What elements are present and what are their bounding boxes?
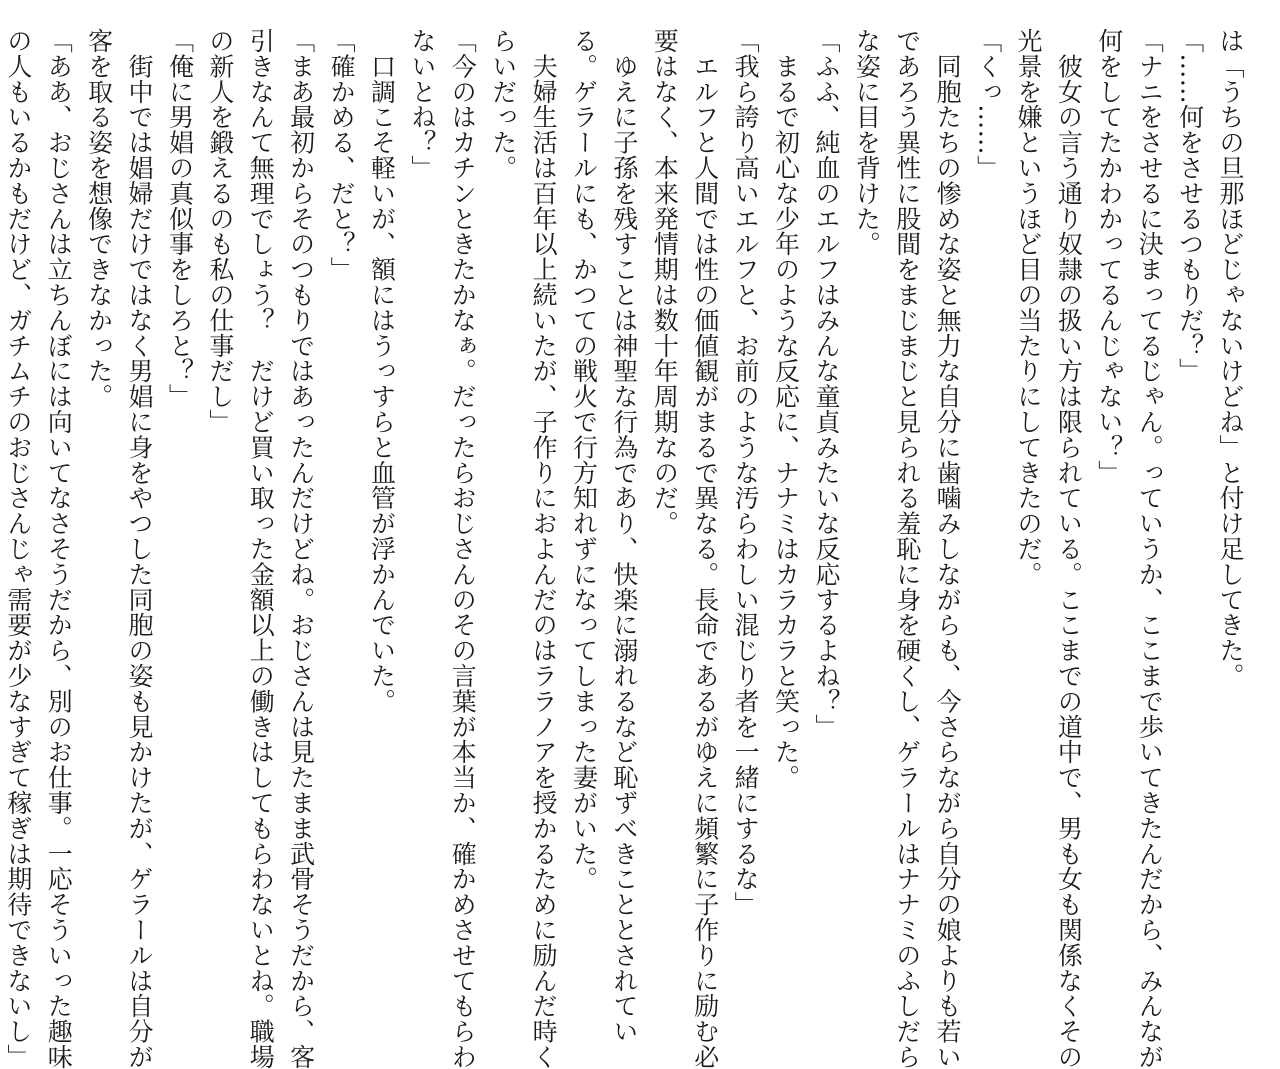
text-line: 「くっ……」 xyxy=(973,28,1003,181)
text-line: 「我ら誇り高いエルフと、お前のような汚らわしい混じり者を一緒にするな」 xyxy=(731,28,761,917)
text-line: は「うちの旦那ほどじゃないけどね」と付け足してきた。 xyxy=(1216,28,1245,689)
text-line: 客を取る姿を想像できなかった。 xyxy=(84,28,114,409)
text-line: 「確かめる、だと？」 xyxy=(327,28,357,282)
text-line: ゆえに子孫を残すことは神聖な行為であり、快楽に溺れるなど恥ずべきこととされてい xyxy=(609,28,639,1044)
text-line: の新人を鍛えるのも私の仕事だし」 xyxy=(205,28,235,435)
text-line: の人もいるかもだけど、ガチムチのおじさんじゃ需要が少なすぎて稼ぎは期待できないし」 xyxy=(3,28,33,1069)
text-line: 口調こそ軽いが、額にはうっすらと血管が浮かんでいた。 xyxy=(367,28,397,714)
text-line: な姿に目を背けた。 xyxy=(852,28,882,257)
text-line: 街中では娼婦だけではなく男娼に身をやつした同胞の姿も見かけたが、ゲラールは自分が xyxy=(125,28,155,1069)
text-line: エルフと人間では性の価値観がまるで異なる。長命であるがゆえに頻繁に子作りに励む必 xyxy=(690,28,720,1069)
text-line: 「今のはカチンときたかなぁ。だったらおじさんのその言葉が本当か、確かめさせてもらわ xyxy=(448,28,478,1069)
text-line: 「ああ、おじさんは立ちんぼには向いてなさそうだから、別のお仕事。一応そういった趣味 xyxy=(44,28,74,1069)
text-line: 何をしてたかわかってるんじゃない？」 xyxy=(1094,28,1124,486)
text-line: 彼女の言う通り奴隷の扱い方は限られている。ここまでの道中で、男も女も関係なくその xyxy=(1054,28,1084,1069)
text-line: 光景を嫌というほど目の当たりにしてきたのだ。 xyxy=(1013,28,1043,587)
text-line: まるで初心な少年のような反応に、ナナミはカラカラと笑った。 xyxy=(771,28,801,790)
text-line: る。ゲラールにも、かつての戦火で行方知れずになってしまった妻がいた。 xyxy=(569,28,599,892)
text-line: 「ナニをさせるに決まってるじゃん。っていうか、ここまで歩いてきたんだから、みんなが xyxy=(1135,28,1165,1069)
text-line: 「……何をさせるつもりだ？」 xyxy=(1175,28,1205,384)
text-line: らいだった。 xyxy=(488,28,518,181)
text-line: 「ふふ、純血のエルフはみんな童貞みたいな反応するよね？」 xyxy=(811,28,841,740)
text-line: 夫婦生活は百年以上続いたが、子作りにおよんだのはララノアを授かるために励んだ時く xyxy=(529,28,559,1069)
text-line: 引きなんて無理でしょう？ だけど買い取った金額以上の働きはしてもらわないとね。職場 xyxy=(246,28,276,1069)
text-line: 「俺に男娼の真似事をしろと？」 xyxy=(165,28,195,409)
text-line: ないとね？」 xyxy=(407,28,437,181)
text-line: であろう異性に股間をまじまじと見られる羞恥に身を硬くし、ゲラールはナナミのふしだら xyxy=(892,28,922,1069)
vertical-text-body xyxy=(3,28,1250,1069)
text-line: 「まあ最初からそのつもりではあったんだけどね。おじさんは見たまま武骨そうだから、客 xyxy=(286,28,316,1069)
text-line: 同胞たちの惨めな姿と無力な自分に歯噛みしながらも、今さらながら自分の娘よりも若い xyxy=(933,28,963,1069)
text-line: 要はなく、本来発情期は数十年周期なのだ。 xyxy=(650,28,680,536)
